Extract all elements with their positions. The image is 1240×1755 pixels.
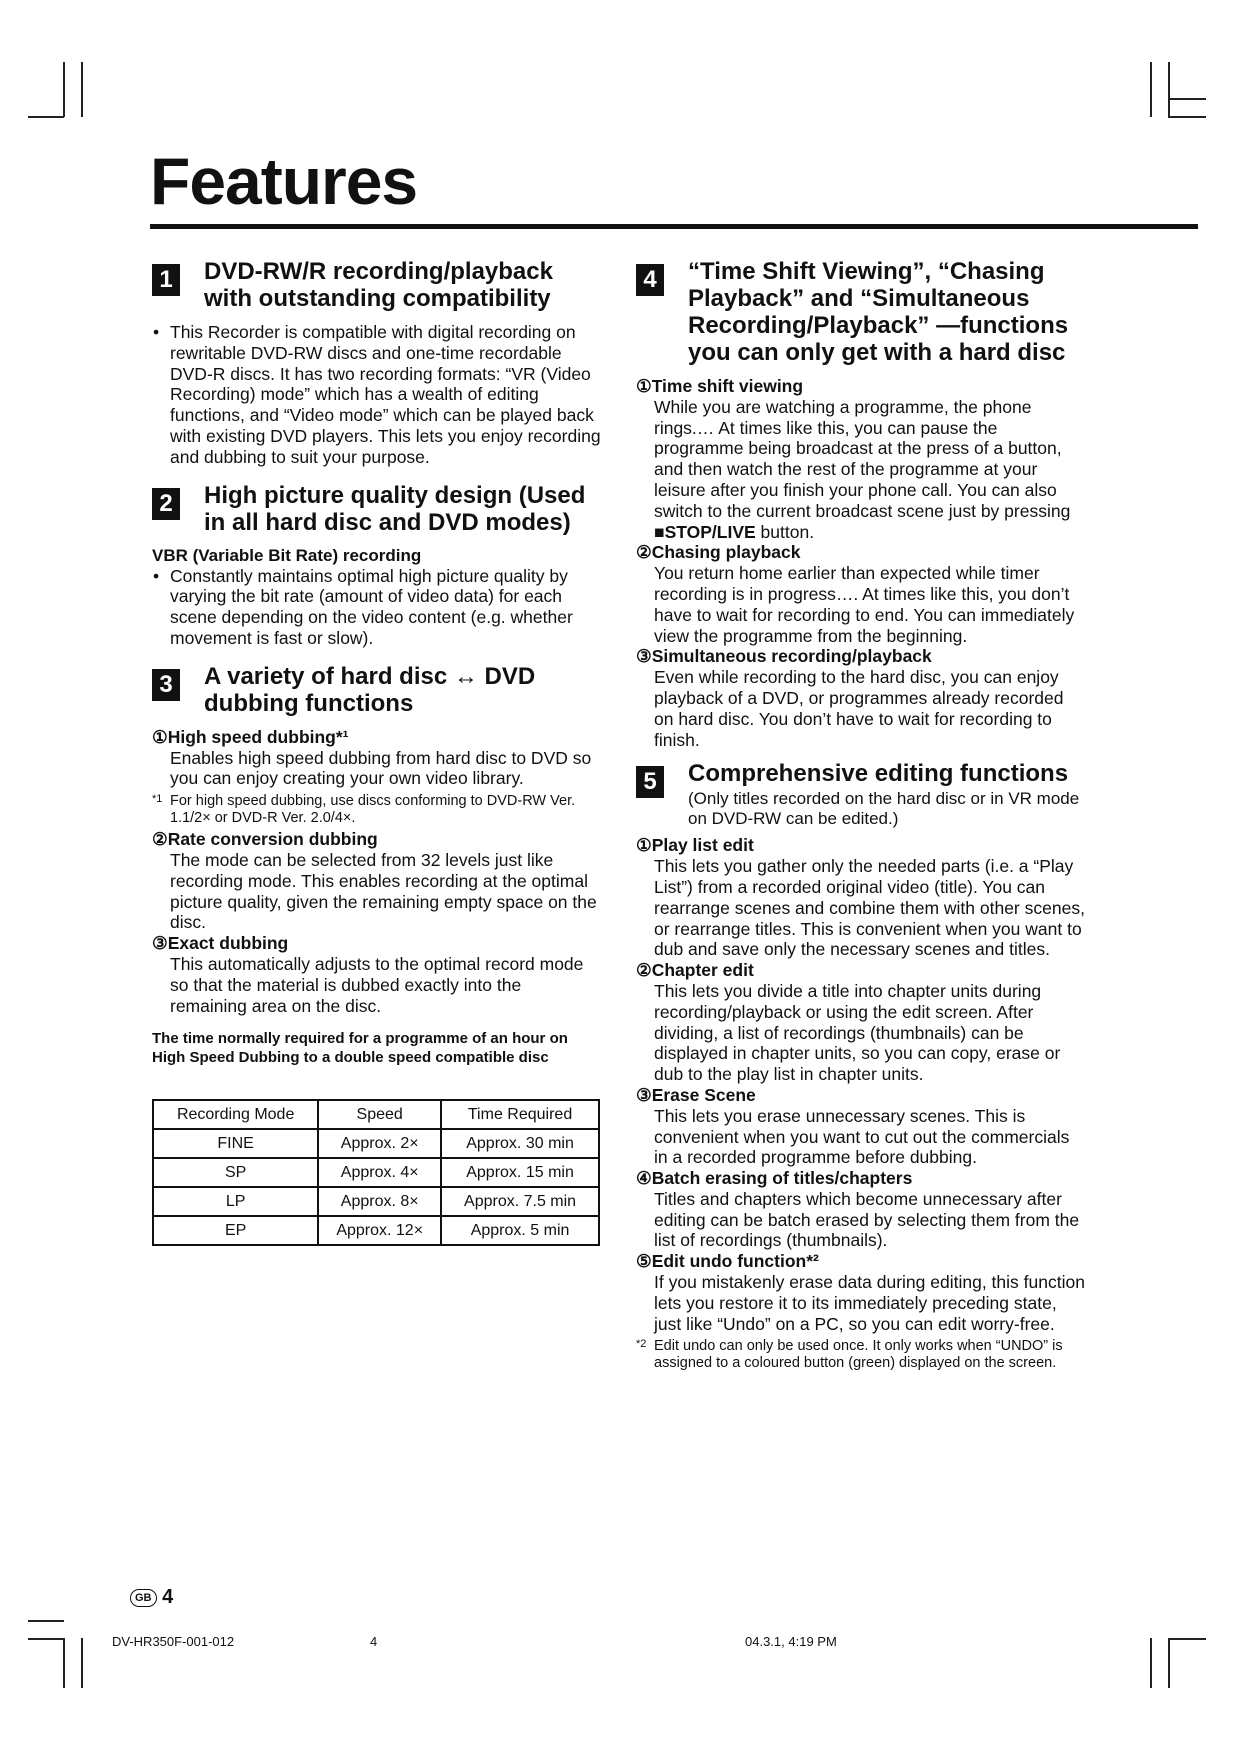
title-rule	[150, 224, 1198, 229]
section-3-header	[152, 663, 602, 717]
footnote-mark: *2	[636, 1338, 647, 1351]
table-cell: Approx. 15 min	[441, 1158, 599, 1187]
footnote-text: For high speed dubbing, use discs conforming to DVD-RW Ver. 1.1/2× or DVD-R Ver. 2.0/4×.	[170, 793, 576, 827]
item-body-text: button.	[755, 521, 815, 542]
column-header: Speed	[318, 1100, 441, 1129]
region-badge: GB	[130, 1589, 157, 1607]
feature-item	[636, 646, 1086, 750]
table-row	[153, 1187, 599, 1216]
right-column	[636, 258, 1086, 1374]
table-cell: Approx. 8×	[318, 1187, 441, 1216]
item-label: ③Simultaneous recording/playback	[636, 646, 932, 667]
column-header: Recording Mode	[153, 1100, 318, 1129]
footnote	[636, 1338, 1086, 1372]
print-timestamp: 04.3.1, 4:19 PM	[745, 1634, 837, 1649]
item-label: ①High speed dubbing*¹	[152, 726, 349, 747]
table-cell: Approx. 4×	[318, 1158, 441, 1187]
section-heading: A variety of hard disc ↔ DVD dubbing functions	[204, 662, 536, 717]
item-label: ②Chapter edit	[636, 960, 754, 981]
section-note: (Only titles recorded on the hard disc or in VR mode on DVD-RW can be edited.)	[688, 789, 1080, 829]
crop-mark	[1168, 116, 1206, 118]
item-body: This lets you gather only the needed parts (i.e. a “Play List”) from a recorded original video (title). You can rearrange scenes and combine them with other scenes, or rearrange titles. This is convenient when you want to dub and save only the necessary scenes and titles.	[654, 856, 1085, 960]
section-2-header	[152, 482, 602, 536]
crop-mark	[1168, 1638, 1170, 1688]
column-header: Time Required	[441, 1100, 599, 1129]
stop-live-button-name: ■STOP/LIVE	[654, 521, 756, 542]
section-number: 3	[152, 669, 180, 701]
table-cell: LP	[153, 1187, 318, 1216]
feature-item	[636, 542, 1086, 646]
feature-item	[636, 1251, 1086, 1334]
item-label: ②Chasing playback	[636, 542, 801, 563]
print-page: 4	[370, 1634, 378, 1649]
item-body: Titles and chapters which become unnecessary after editing can be batch erased by selecting them from the list of recordings (thumbnails).	[654, 1188, 1080, 1251]
subheading: VBR (Variable Bit Rate) recording	[152, 545, 422, 565]
crop-mark	[63, 1638, 65, 1688]
item-body: This lets you divide a title into chapter units during recording/playback or using the edit screen. After dividing, a list of recordings (thumbnails) can be displayed in chapter units, so you can copy, erase or dub to the play list in chapter units.	[654, 980, 1061, 1085]
section-1-header	[152, 258, 602, 312]
item-body: The mode can be selected from 32 levels just like recording mode. This enables recording at the optimal picture quality, given the remaining empty space on the disc.	[170, 849, 597, 933]
bullet-text: • This Recorder is compatible with digital recording on rewritable DVD-RW discs and one-time recordable DVD-R discs. It has two recording formats: “VR (Video Recording) mode” which has a wealth of editing functions, and “Video mode” which can be played back with existing DVD players. This lets you enjoy recording and dubbing to suit your purpose.	[152, 322, 602, 468]
table-row	[153, 1216, 599, 1245]
section-4-header	[636, 258, 1086, 366]
section-heading: Comprehensive editing functions	[688, 760, 1069, 788]
item-label: ⑤Edit undo function*²	[636, 1251, 819, 1272]
feature-item	[636, 1168, 1086, 1251]
item-body	[636, 397, 1086, 543]
item-label: ①Play list edit	[636, 835, 754, 856]
crop-mark	[81, 62, 83, 117]
page-title: Features	[150, 144, 418, 218]
section-number: 1	[152, 264, 180, 296]
table-caption: The time normally required for a programme of an hour on High Speed Dubbing to a double speed compatible disc	[152, 1030, 568, 1066]
footnote-mark: *1	[152, 793, 163, 806]
section-number: 5	[636, 766, 664, 798]
section-heading: High picture quality design (Used in all hard disc and DVD modes)	[204, 481, 586, 536]
item-body: Enables high speed dubbing from hard disc to DVD so you can enjoy creating your own video library.	[170, 747, 592, 789]
item-body: If you mistakenly erase data during editing, this function lets you restore it to its immediately preceding state, just like “Undo” on a PC, so you can edit worry-free.	[654, 1272, 1085, 1334]
table-row	[153, 1158, 599, 1187]
item-label: ③Exact dubbing	[152, 933, 289, 954]
dubbing-time-table	[152, 1099, 600, 1246]
crop-mark	[1168, 98, 1206, 100]
section-number: 2	[152, 488, 180, 520]
feature-item	[152, 727, 602, 789]
crop-mark	[28, 116, 64, 118]
section-5-header	[636, 760, 1086, 829]
crop-mark	[1168, 62, 1170, 117]
item-body: This automatically adjusts to the optimal record mode so that the material is dubbed exactly into the remaining area on the disc.	[170, 953, 584, 1016]
crop-mark	[63, 62, 65, 117]
crop-mark	[28, 1620, 64, 1622]
item-body: Even while recording to the hard disc, you can enjoy playback of a DVD, or programmes already recorded on hard disc. You don’t have to wait for recording to finish.	[654, 667, 1064, 750]
item-body: This lets you erase unnecessary scenes. This is convenient when you want to cut out the commercials in a recorded programme before dubbing.	[654, 1105, 1070, 1168]
crop-mark	[28, 1638, 64, 1640]
section-heading: DVD-RW/R recording/playback with outstanding compatibility	[204, 258, 553, 312]
crop-mark	[81, 1638, 83, 1688]
feature-item	[636, 1085, 1086, 1168]
table-cell: Approx. 30 min	[441, 1129, 599, 1158]
footnote-text: Edit undo can only be used once. It only works when “UNDO” is assigned to a coloured button (green) displayed on the screen.	[654, 1338, 1063, 1372]
item-label: ②Rate conversion dubbing	[152, 829, 378, 850]
section-heading: “Time Shift Viewing”, “Chasing Playback” and “Simultaneous Recording/Playback” —functions you can only get with a hard disc	[688, 258, 1069, 366]
table-cell: Approx. 5 min	[441, 1216, 599, 1245]
crop-mark	[1168, 1638, 1206, 1640]
table-cell: Approx. 7.5 min	[441, 1187, 599, 1216]
doc-code: DV-HR350F-001-012	[112, 1634, 235, 1649]
table-row	[153, 1129, 599, 1158]
page-number-block	[130, 1586, 173, 1609]
left-column	[152, 258, 602, 1246]
crop-mark	[1150, 1638, 1152, 1688]
item-label: ④Batch erasing of titles/chapters	[636, 1168, 913, 1189]
table-cell: SP	[153, 1158, 318, 1187]
feature-item	[636, 960, 1086, 1085]
table-cell: Approx. 2×	[318, 1129, 441, 1158]
item-body-text: While you are watching a programme, the phone rings.… At times like this, you can pause the programme being broadcast at the press of a button, and then watch the rest of the programme at your leisure after you finish your phone call. You can also switch to the current broadcast scene just by pressing	[654, 396, 1071, 521]
footnote	[152, 793, 602, 827]
section-number: 4	[636, 264, 664, 296]
table-cell: FINE	[153, 1129, 318, 1158]
table-cell: Approx. 12×	[318, 1216, 441, 1245]
crop-mark	[1150, 62, 1152, 117]
item-body: You return home earlier than expected while timer recording is in progress…. At times like this, you don’t have to wait for recording to end. You can immediately view the programme from the beginning.	[654, 563, 1075, 646]
bullet-text: • Constantly maintains optimal high picture quality by varying the bit rate (amount of video data) for each scene depending on the video content (e.g. whether movement is fast or slow).	[152, 566, 602, 649]
feature-item	[152, 829, 602, 933]
feature-item	[636, 376, 1086, 542]
table-header-row	[153, 1100, 599, 1129]
feature-item	[636, 835, 1086, 960]
page-number: 4	[162, 1586, 174, 1608]
item-label: ③Erase Scene	[636, 1084, 756, 1105]
feature-item	[152, 933, 602, 1016]
item-label: ①Time shift viewing	[636, 376, 804, 396]
table-cell: EP	[153, 1216, 318, 1245]
